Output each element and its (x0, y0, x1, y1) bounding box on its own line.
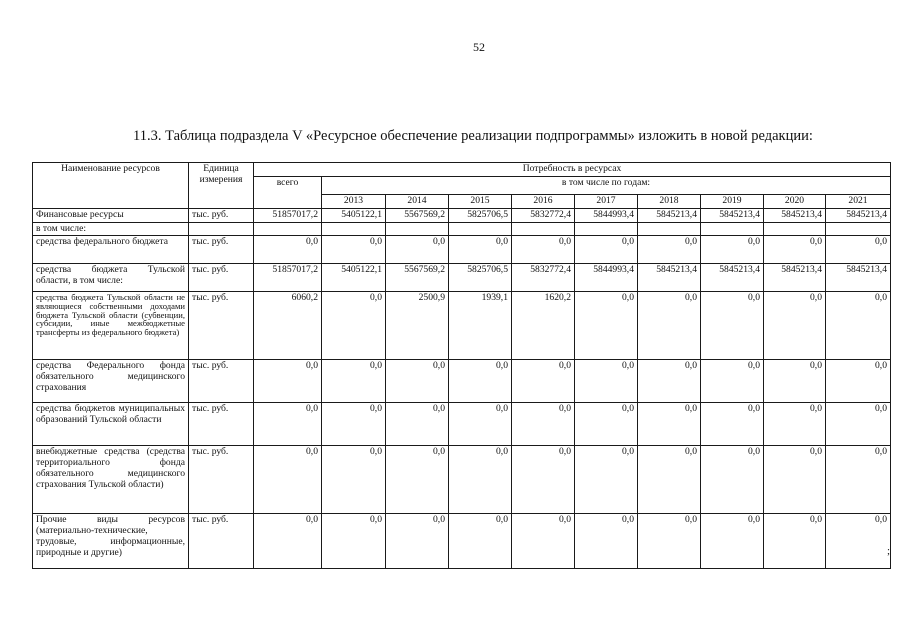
year-value-cell: 0,0 (701, 236, 764, 264)
year-value-cell: 0,0 (638, 446, 701, 514)
year-value-cell: 5405122,1 (322, 209, 386, 223)
unit-cell (189, 222, 254, 236)
year-value-cell: 0,0 (764, 514, 826, 569)
header-year: 2018 (638, 195, 701, 209)
year-value-cell (386, 222, 449, 236)
year-value-cell: 5845213,4 (826, 209, 891, 223)
year-value-cell: 5825706,5 (449, 209, 512, 223)
year-value-cell: 5844993,4 (575, 264, 638, 292)
year-value-cell: 0,0 (449, 446, 512, 514)
table-row (33, 264, 891, 292)
year-value-cell: 0,0 (512, 514, 575, 569)
year-value-cell: 1620,2 (512, 292, 575, 360)
year-value-cell: 0,0 (386, 236, 449, 264)
header-year: 2016 (512, 195, 575, 209)
resource-name-cell: средства федерального бюджета (33, 236, 189, 264)
year-value-cell: 0,0 (826, 360, 891, 403)
unit-cell: тыс. руб. (189, 403, 254, 446)
year-value-cell: 5845213,4 (764, 264, 826, 292)
table-row (33, 403, 891, 446)
year-value-cell: 0,0 (575, 446, 638, 514)
table-row (33, 360, 891, 403)
year-value-cell (826, 222, 891, 236)
year-value-cell: 0,0 (826, 514, 891, 569)
year-value-cell (449, 222, 512, 236)
header-year: 2013 (322, 195, 386, 209)
year-value-cell (638, 222, 701, 236)
unit-cell: тыс. руб. (189, 209, 254, 223)
year-value-cell: 0,0 (575, 514, 638, 569)
year-value-cell: 0,0 (575, 403, 638, 446)
year-value-cell: 5832772,4 (512, 264, 575, 292)
year-value-cell: 0,0 (322, 292, 386, 360)
year-value-cell: 5567569,2 (386, 264, 449, 292)
year-value-cell (322, 222, 386, 236)
unit-cell: тыс. руб. (189, 360, 254, 403)
year-value-cell: 5845213,4 (764, 209, 826, 223)
unit-cell: тыс. руб. (189, 264, 254, 292)
header-year: 2019 (701, 195, 764, 209)
year-value-cell: 5845213,4 (701, 264, 764, 292)
year-value-cell: 2500,9 (386, 292, 449, 360)
year-value-cell: 0,0 (638, 360, 701, 403)
header-year: 2017 (575, 195, 638, 209)
year-value-cell: 0,0 (449, 236, 512, 264)
year-value-cell: 0,0 (386, 446, 449, 514)
year-value-cell: 1939,1 (449, 292, 512, 360)
resource-name-cell: Прочие виды ресурсов (материально-технические, трудовые, информационные, природные и другие) (33, 514, 189, 569)
year-value-cell: 0,0 (386, 514, 449, 569)
year-value-cell: 5567569,2 (386, 209, 449, 223)
unit-cell: тыс. руб. (189, 236, 254, 264)
year-value-cell: 0,0 (575, 292, 638, 360)
header-row-1 (33, 163, 891, 177)
header-unit: Единица измерения (189, 163, 254, 209)
year-value-cell: 5825706,5 (449, 264, 512, 292)
year-value-cell: 0,0 (764, 360, 826, 403)
year-value-cell: 5832772,4 (512, 209, 575, 223)
year-value-cell: 0,0 (826, 403, 891, 446)
table-row (33, 292, 891, 360)
year-value-cell: 5844993,4 (575, 209, 638, 223)
year-value-cell: 0,0 (638, 514, 701, 569)
year-value-cell: 0,0 (575, 236, 638, 264)
year-value-cell: 5405122,1 (322, 264, 386, 292)
year-value-cell: 0,0 (322, 514, 386, 569)
year-value-cell (512, 222, 575, 236)
year-value-cell: 0,0 (764, 292, 826, 360)
total-cell: 0,0 (254, 403, 322, 446)
unit-cell: тыс. руб. (189, 514, 254, 569)
year-value-cell: 0,0 (701, 360, 764, 403)
year-value-cell: 0,0 (449, 360, 512, 403)
resource-name-cell: средства бюджета Тульской области не являющиеся собственными доходами бюджета Тульской области (субвенции, субсидии, иные межбюджетные трансферты из федерального бюджета) (33, 292, 189, 360)
year-value-cell: 0,0 (764, 446, 826, 514)
year-value-cell: 0,0 (386, 360, 449, 403)
total-cell: 0,0 (254, 446, 322, 514)
header-need: Потребность в ресурсах (254, 163, 891, 177)
unit-cell: тыс. руб. (189, 292, 254, 360)
resource-name-cell: средства Федерального фонда обязательного медицинского страхования (33, 360, 189, 403)
year-value-cell: 0,0 (638, 236, 701, 264)
year-value-cell: 0,0 (575, 360, 638, 403)
year-value-cell: 0,0 (512, 360, 575, 403)
resource-name-cell: средства бюджетов муниципальных образований Тульской области (33, 403, 189, 446)
year-value-cell: 0,0 (322, 360, 386, 403)
year-value-cell: 5845213,4 (826, 264, 891, 292)
resource-name-cell: в том числе: (33, 222, 189, 236)
year-value-cell (701, 222, 764, 236)
header-year: 2020 (764, 195, 826, 209)
year-value-cell: 0,0 (386, 403, 449, 446)
year-value-cell: 5845213,4 (701, 209, 764, 223)
total-cell: 0,0 (254, 236, 322, 264)
header-total: всего (254, 177, 322, 209)
table-row (33, 514, 891, 569)
section-heading: 11.3. Таблица подраздела V «Ресурсное обеспечение реализации подпрограммы» изложить в новой редакции: (133, 128, 813, 144)
resource-name-cell: средства бюджета Тульской области, в том числе: (33, 264, 189, 292)
total-cell: 51857017,2 (254, 264, 322, 292)
year-value-cell: 0,0 (512, 446, 575, 514)
table-row (33, 236, 891, 264)
table-row (33, 446, 891, 514)
resources-table (32, 162, 891, 569)
header-year: 2014 (386, 195, 449, 209)
year-value-cell: 0,0 (322, 446, 386, 514)
year-value-cell: 0,0 (322, 236, 386, 264)
year-value-cell: 0,0 (701, 514, 764, 569)
year-value-cell: 0,0 (826, 446, 891, 514)
total-cell (254, 222, 322, 236)
year-value-cell: 0,0 (638, 292, 701, 360)
year-value-cell: 0,0 (512, 236, 575, 264)
header-year: 2021 (826, 195, 891, 209)
year-value-cell: 0,0 (826, 236, 891, 264)
year-value-cell (575, 222, 638, 236)
year-value-cell: 0,0 (449, 514, 512, 569)
year-value-cell (764, 222, 826, 236)
total-cell: 6060,2 (254, 292, 322, 360)
year-value-cell: 0,0 (449, 403, 512, 446)
unit-cell: тыс. руб. (189, 446, 254, 514)
total-cell: 0,0 (254, 514, 322, 569)
year-value-cell: 5845213,4 (638, 264, 701, 292)
total-cell: 0,0 (254, 360, 322, 403)
year-value-cell: 0,0 (826, 292, 891, 360)
header-year: 2015 (449, 195, 512, 209)
year-value-cell: 5845213,4 (638, 209, 701, 223)
year-value-cell: 0,0 (764, 236, 826, 264)
trailing-mark: ; (887, 545, 891, 557)
resource-name-cell: Финансовые ресурсы (33, 209, 189, 223)
table-row (33, 209, 891, 223)
year-value-cell: 0,0 (701, 403, 764, 446)
year-value-cell: 0,0 (322, 403, 386, 446)
header-by-years: в том числе по годам: (322, 177, 891, 195)
table-row (33, 222, 891, 236)
total-cell: 51857017,2 (254, 209, 322, 223)
year-value-cell: 0,0 (701, 446, 764, 514)
page-number: 52 (473, 40, 485, 54)
year-value-cell: 0,0 (764, 403, 826, 446)
header-resource-name: Наименование ресурсов (33, 163, 189, 209)
resource-name-cell: внебюджетные средства (средства территориального фонда обязательного медицинского страхования Тульской области) (33, 446, 189, 514)
year-value-cell: 0,0 (638, 403, 701, 446)
year-value-cell: 0,0 (701, 292, 764, 360)
year-value-cell: 0,0 (512, 403, 575, 446)
